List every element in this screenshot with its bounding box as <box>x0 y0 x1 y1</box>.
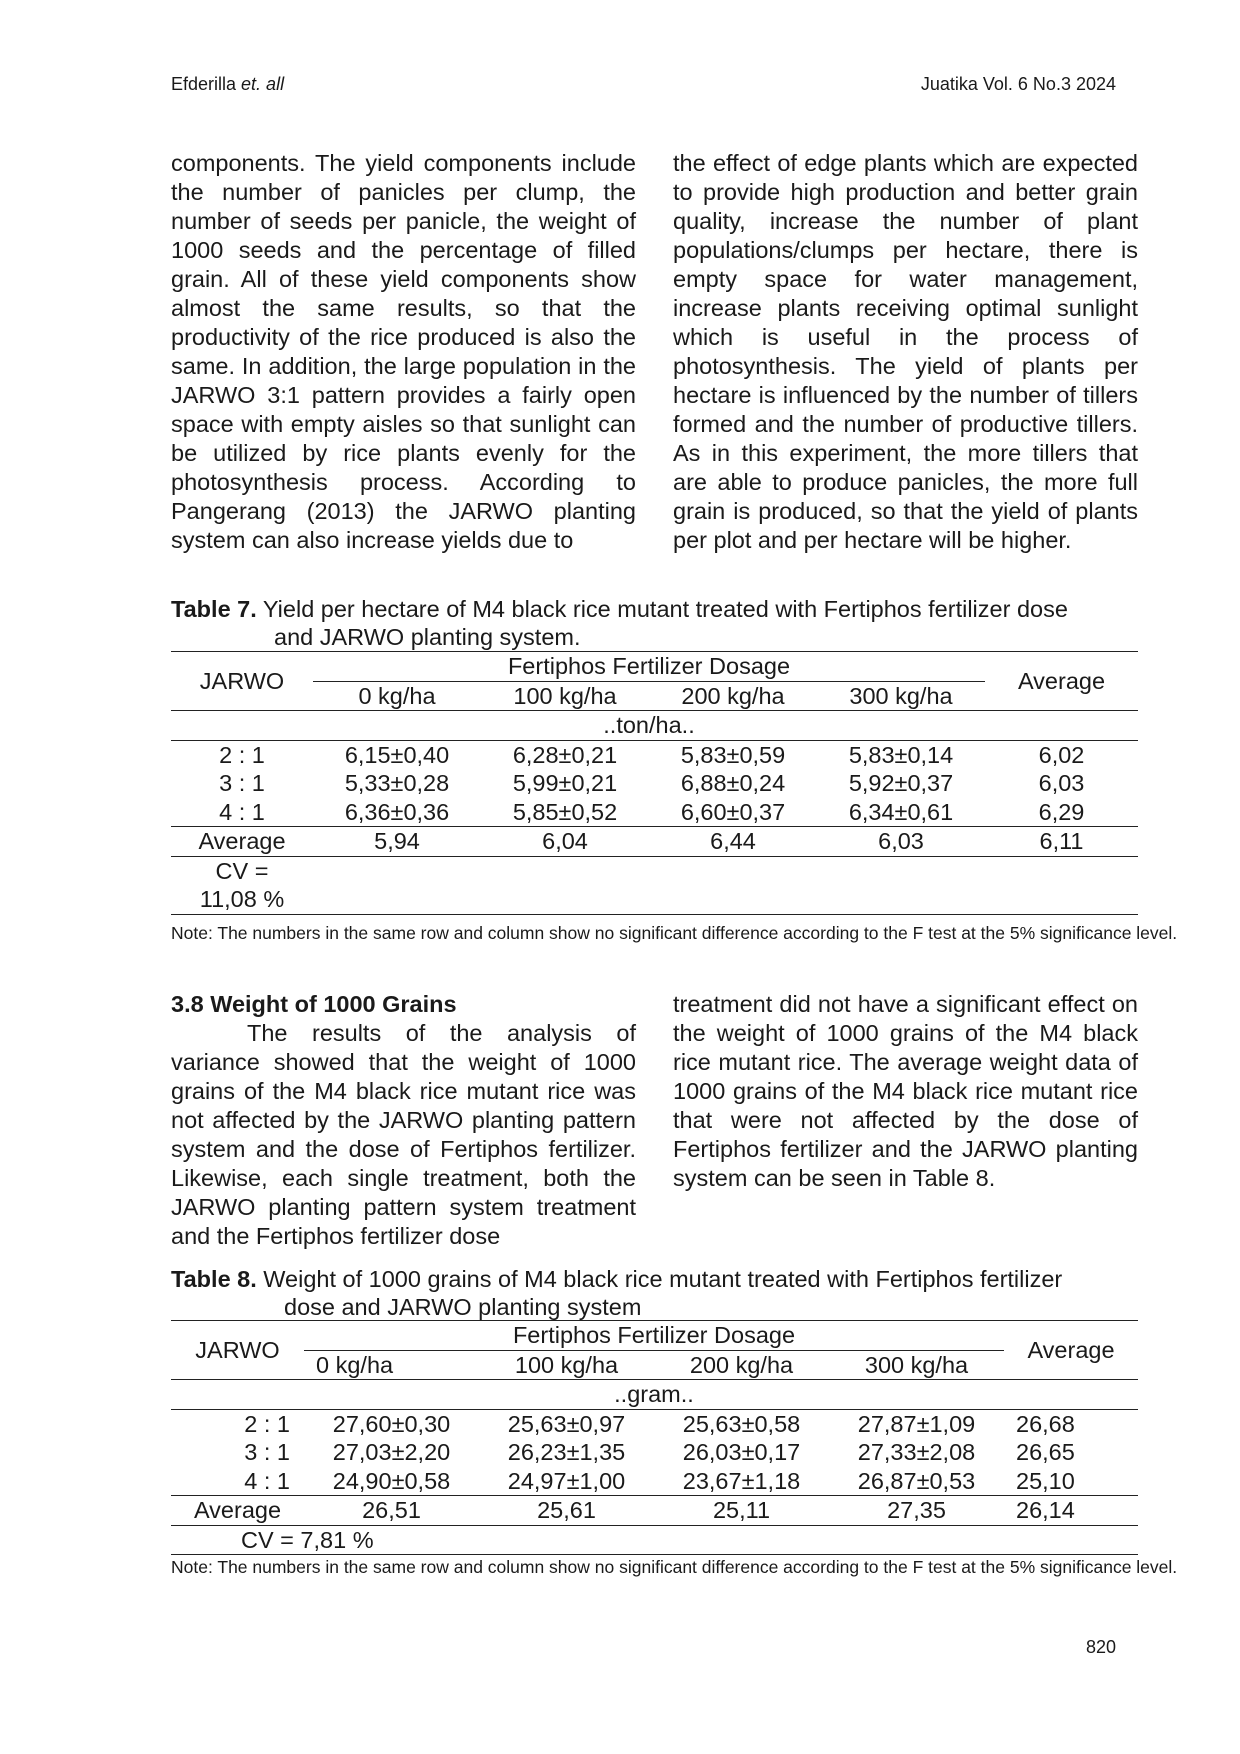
table-cell: 25,63±0,97 <box>507 1410 626 1437</box>
page-number: 820 <box>1085 1637 1116 1657</box>
author-etal: et. all <box>241 74 285 94</box>
table-cell: 5,33±0,28 <box>344 770 450 796</box>
table7-header-dose: 100 kg/ha <box>513 682 617 709</box>
table-cell: 6,34±0,61 <box>848 798 954 825</box>
table-cell: 5,83±0,14 <box>848 741 954 768</box>
table-cell: 5,99±0,21 <box>512 770 618 796</box>
table-row <box>171 1467 1138 1496</box>
table7-cv <box>171 856 313 914</box>
table-row <box>171 1409 1138 1438</box>
table-cell-average: 25,10 <box>1016 1467 1075 1494</box>
table8-unit: ..gram.. <box>614 1381 694 1407</box>
table7-header-dose: 300 kg/ha <box>849 682 953 709</box>
table7-caption <box>171 595 1138 651</box>
running-header-author <box>171 74 284 95</box>
table8-row-label: 4 : 1 <box>244 1467 290 1494</box>
body-text-top-right <box>673 149 1138 555</box>
table7-header-dose: 200 kg/ha <box>681 682 785 709</box>
table-cell: 25,11 <box>712 1497 771 1523</box>
table-cell: 26,87±0,53 <box>857 1467 976 1494</box>
table-cell: 26,03±0,17 <box>682 1439 801 1465</box>
table8-row-label: 3 : 1 <box>244 1439 290 1465</box>
table8-note: Note: The numbers in the same row and column show no significant difference according to the F test at the 5% significance level. <box>171 1557 1178 1577</box>
table7-header-dose: 0 kg/ha <box>358 682 436 709</box>
table-cell: 6,28±0,21 <box>512 741 618 768</box>
table-row <box>171 798 1138 827</box>
running-header-journal: Juatika Vol. 6 No.3 2024 <box>920 74 1116 94</box>
table7-header-group: Fertiphos Fertilizer Dosage <box>313 652 985 682</box>
cv-line: CV = <box>215 857 269 884</box>
table-row-average <box>171 827 1138 857</box>
table-cell: 26,51 <box>362 1497 421 1523</box>
table-cell-average: 26,68 <box>1016 1410 1075 1437</box>
table8-header-dose: 200 kg/ha <box>689 1351 794 1378</box>
table-cell: 26,23±1,35 <box>507 1439 626 1465</box>
table7-note: Note: The numbers in the same row and column show no significant difference according to the F test at the 5% significance level. <box>171 923 1178 943</box>
table-cell: 6,44 <box>710 828 756 854</box>
paragraph: the effect of edge plants which are expected to provide high production and better grain quality, increase the number of plant populations/clumps per hectare, there is empty space for water management, increase plants receiving optimal sunlight which is useful in the process of photosynthesis. The yield of plants per hectare is influenced by the number of tillers formed and the number of productive tillers. As in this experiment, the more tillers that are able to produce panicles, the more full grain is produced, so that the yield of plants per plot and per hectare will be higher. <box>673 150 1138 553</box>
table8-row-label: Average <box>193 1497 282 1523</box>
table8-header-dose: 0 kg/ha <box>316 1351 394 1378</box>
cv-line: 11,08 % <box>199 886 285 912</box>
table-cell: 27,35 <box>887 1497 946 1523</box>
table7 <box>171 651 1138 915</box>
section-title: 3.8 Weight of 1000 Grains <box>171 991 457 1017</box>
table7-row-label: 2 : 1 <box>219 741 265 768</box>
table-cell: 5,83±0,59 <box>680 741 786 768</box>
table-cell-average: 6,03 <box>1038 770 1085 796</box>
section-3-8-right <box>673 990 1138 1193</box>
table8-caption-line2: dose and JARWO planting system <box>284 1294 642 1320</box>
author-name: Efderilla <box>171 74 237 94</box>
table-cell: 6,03 <box>878 828 924 854</box>
table8-caption-line1: Weight of 1000 grains of M4 black rice mutant treated with Fertiphos fertilizer <box>263 1266 1063 1292</box>
table-cell: 25,63±0,58 <box>682 1410 801 1437</box>
table-cell: 6,15±0,40 <box>344 741 450 768</box>
table-cell: 6,60±0,37 <box>680 798 786 825</box>
table8-caption <box>171 1265 1138 1321</box>
table-cell: 27,87±1,09 <box>857 1410 976 1437</box>
table7-row-label: 3 : 1 <box>219 770 265 796</box>
table-cell: 6,88±0,24 <box>680 770 786 796</box>
paragraph: The results of the analysis of variance showed that the weight of 1000 grains of the M4 black rice mutant rice was not affected by the JARWO planting pattern system and the dose of Fertiphos fertilizer. Likewise, each single treatment, both the JARWO planting pattern system treatment and the Fertiphos fertilizer dose <box>171 1020 636 1249</box>
table7-unit: ..ton/ha.. <box>603 712 695 738</box>
table8-label: Table 8. <box>171 1266 257 1292</box>
table7-caption-line1: Yield per hectare of M4 black rice mutant treated with Fertiphos fertilizer dose <box>262 596 1068 622</box>
paragraph: components. The yield components include the number of panicles per clump, the number of seeds per panicle, the weight of 1000 seeds and the percentage of filled grain. All of these yield components show almost the same results, so that the productivity of the rice produced is also the same. In addition, the large population in the JARWO 3:1 pattern provides a fairly open space with empty aisles so that sunlight can be utilized by rice plants evenly for the photosynthesis process. According to Pangerang (2013) the JARWO planting system can also increase yields due to <box>171 150 636 553</box>
table-row-average <box>171 1496 1138 1526</box>
table-cell-average: 6,29 <box>1038 798 1085 825</box>
table8 <box>171 1320 1138 1555</box>
table-cell: 27,60±0,30 <box>332 1410 451 1437</box>
table-cell: 24,97±1,00 <box>507 1467 626 1494</box>
table8-header-dose: 100 kg/ha <box>514 1351 619 1378</box>
table-cell: 5,92±0,37 <box>848 770 954 796</box>
section-3-8-left <box>171 990 636 1251</box>
paragraph: treatment did not have a significant effect on the weight of 1000 grains of the M4 black rice mutant rice. The average weight data of 1000 grains of the M4 black rice mutant rice that were not affected by the dose of Fertiphos fertilizer and the JARWO planting system can be seen in Table 8. <box>673 991 1138 1191</box>
table-row <box>171 740 1138 769</box>
table-row <box>171 1438 1138 1467</box>
table8-header-average: Average <box>1004 1321 1138 1380</box>
table-cell: 6,36±0,36 <box>344 798 450 825</box>
table7-caption-line2: and JARWO planting system. <box>274 624 581 650</box>
table-cell-average: 6,11 <box>1039 828 1084 854</box>
table-cell: 27,33±2,08 <box>857 1439 976 1465</box>
table-row <box>171 769 1138 798</box>
body-text-top-left <box>171 149 636 555</box>
table-row-cv <box>171 1525 1138 1555</box>
table-cell-average: 26,14 <box>1016 1497 1075 1523</box>
table7-row-label: Average <box>198 828 286 854</box>
table-cell: 27,03±2,20 <box>332 1439 451 1465</box>
table8-cv: CV = 7,81 % <box>241 1526 374 1553</box>
table-cell: 5,94 <box>374 828 420 854</box>
table-cell-average: 6,02 <box>1038 741 1085 768</box>
table-row-cv <box>171 856 1138 914</box>
table-cell: 6,04 <box>542 828 588 854</box>
table-cell: 23,67±1,18 <box>682 1467 801 1494</box>
table-cell: 5,85±0,52 <box>512 798 618 825</box>
table7-header-average: Average <box>985 652 1138 711</box>
table-cell-average: 26,65 <box>1016 1439 1075 1465</box>
table7-label: Table 7. <box>171 596 257 622</box>
table7-header-jarwo: JARWO <box>171 652 313 711</box>
table-cell: 25,61 <box>537 1497 596 1523</box>
table-cell: 24,90±0,58 <box>332 1467 451 1494</box>
table8-row-label: 2 : 1 <box>244 1410 290 1437</box>
table8-header-dose: 300 kg/ha <box>864 1351 969 1378</box>
table8-header-group: Fertiphos Fertilizer Dosage <box>304 1321 1004 1351</box>
table8-header-jarwo: JARWO <box>171 1321 304 1380</box>
table7-row-label: 4 : 1 <box>219 798 265 825</box>
